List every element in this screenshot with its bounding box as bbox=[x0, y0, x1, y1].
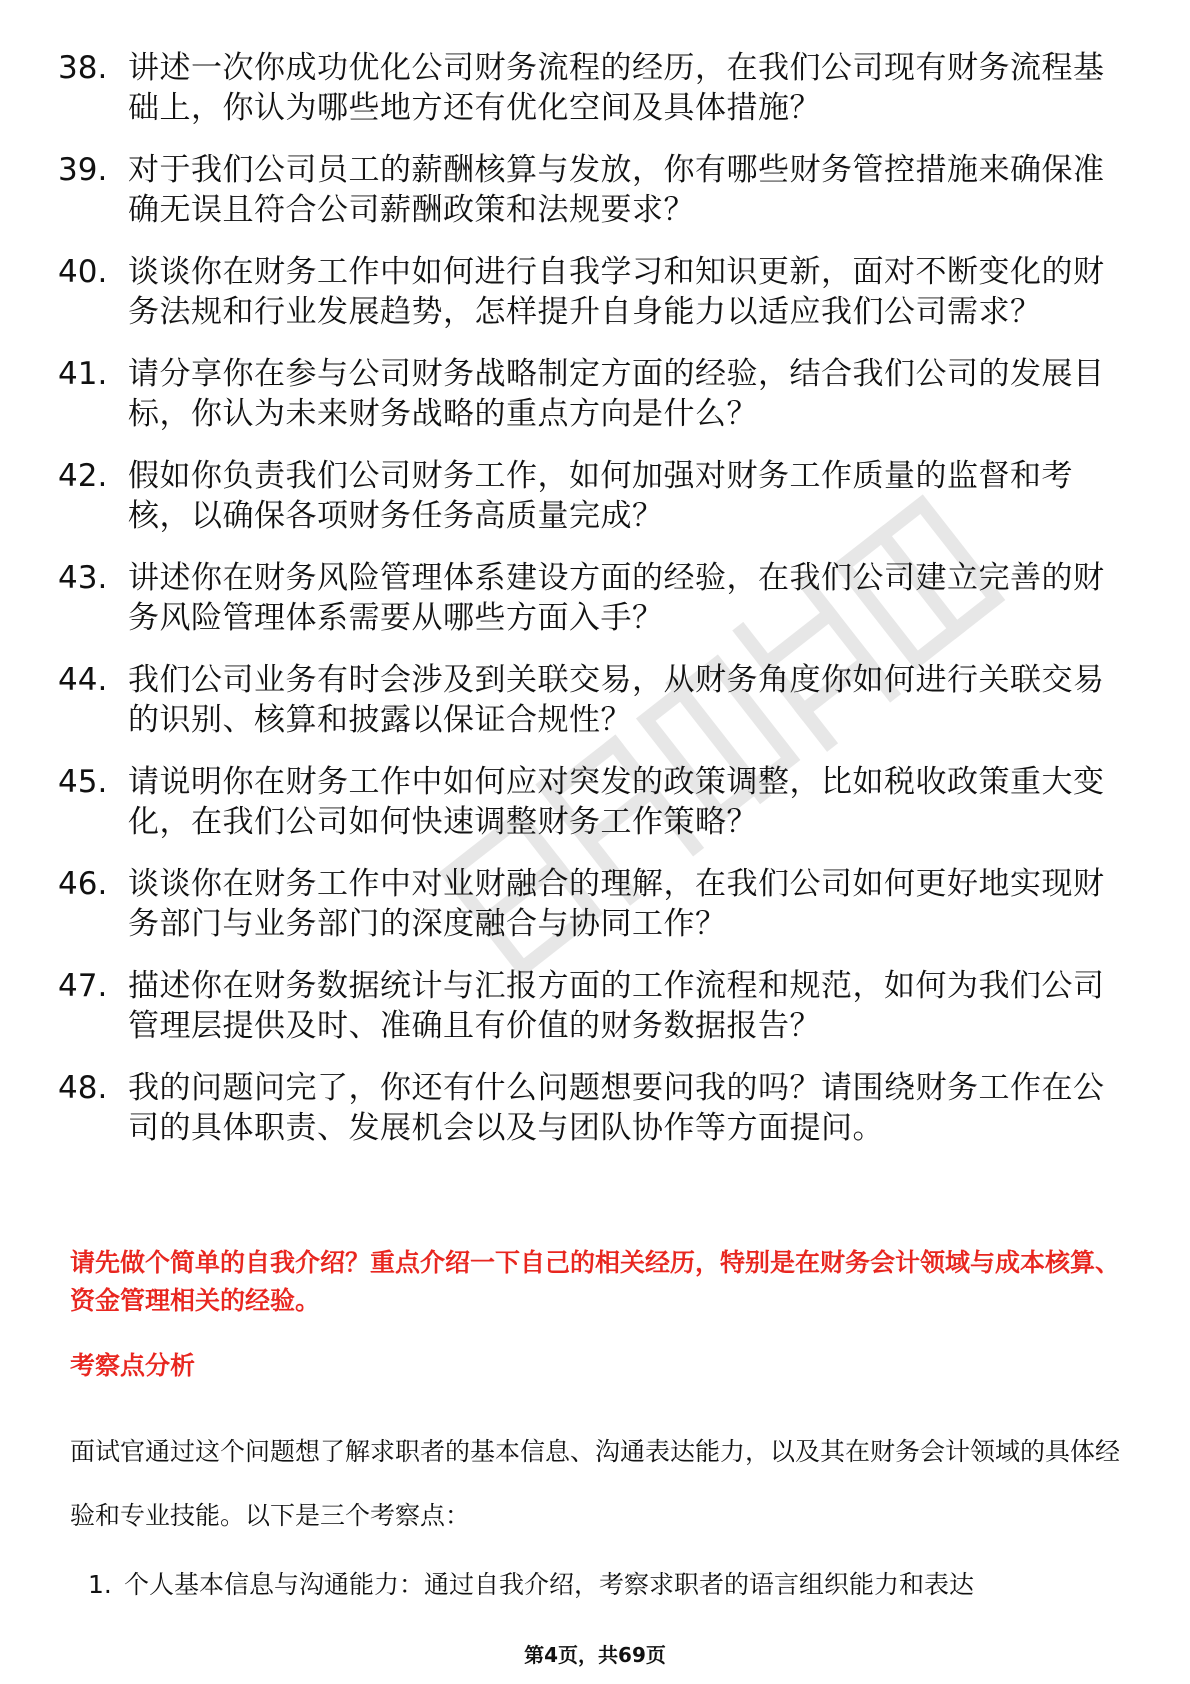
question-item bbox=[58, 864, 1138, 944]
question-item bbox=[58, 1068, 1138, 1148]
question-number: 42. bbox=[58, 458, 108, 494]
question-text: 讲述一次你成功优化公司财务流程的经历，在我们公司现有财务流程基础上，你认为哪些地方还有优化空间及具体措施？ bbox=[128, 50, 1105, 126]
question-number: 47. bbox=[58, 968, 108, 1004]
highlight-question: 请先做个简单的自我介绍？重点介绍一下自己的相关经历，特别是在财务会计领域与成本核算、资金管理相关的经验。 bbox=[70, 1248, 1121, 1315]
question-item bbox=[58, 252, 1138, 332]
question-text: 我的问题问完了，你还有什么问题想要问我的吗？请围绕财务工作在公司的具体职责、发展机会以及与团队协作等方面提问。 bbox=[128, 1070, 1105, 1146]
question-text: 讲述你在财务风险管理体系建设方面的经验，在我们公司建立完善的财务风险管理体系需要从哪些方面入手？ bbox=[128, 560, 1105, 636]
list-item-number: 1. bbox=[88, 1570, 112, 1599]
question-number: 38. bbox=[58, 50, 108, 86]
question-number: 40. bbox=[58, 254, 108, 290]
question-list bbox=[58, 48, 1138, 1170]
question-item bbox=[58, 966, 1138, 1046]
question-item bbox=[58, 558, 1138, 638]
question-text: 我们公司业务有时会涉及到关联交易，从财务角度你如何进行关联交易的识别、核算和披露以保证合规性？ bbox=[128, 662, 1105, 738]
question-item bbox=[58, 762, 1138, 842]
question-number: 48. bbox=[58, 1070, 108, 1106]
question-text: 假如你负责我们公司财务工作，如何加强对财务工作质量的监督和考核，以确保各项财务任务高质量完成？ bbox=[128, 458, 1073, 534]
question-number: 39. bbox=[58, 152, 108, 188]
question-text: 谈谈你在财务工作中如何进行自我学习和知识更新，面对不断变化的财务法规和行业发展趋势，怎样提升自身能力以适应我们公司需求？ bbox=[128, 254, 1105, 330]
question-item bbox=[58, 354, 1138, 434]
list-item-text: 个人基本信息与沟通能力：通过自我介绍，考察求职者的语言组织能力和表达 bbox=[124, 1570, 975, 1599]
question-text: 对于我们公司员工的薪酬核算与发放，你有哪些财务管控措施来确保准确无误且符合公司薪酬政策和法规要求？ bbox=[128, 152, 1105, 228]
question-item bbox=[58, 456, 1138, 536]
question-number: 44. bbox=[58, 662, 108, 698]
page-footer: 第4页，共69页 bbox=[524, 1643, 666, 1667]
question-text: 描述你在财务数据统计与汇报方面的工作流程和规范，如何为我们公司管理层提供及时、准确且有价值的财务数据报告？ bbox=[128, 968, 1105, 1044]
question-text: 请分享你在参与公司财务战略制定方面的经验，结合我们公司的发展目标，你认为未来财务战略的重点方向是什么？ bbox=[128, 356, 1105, 432]
list-item bbox=[88, 1566, 1128, 1604]
question-number: 46. bbox=[58, 866, 108, 902]
question-item bbox=[58, 660, 1138, 740]
question-text: 请说明你在财务工作中如何应对突发的政策调整，比如税收政策重大变化，在我们公司如何快速调整财务工作策略？ bbox=[128, 764, 1105, 840]
question-number: 45. bbox=[58, 764, 108, 800]
analysis-heading: 考察点分析 bbox=[70, 1351, 196, 1380]
analysis-paragraph: 面试官通过这个问题想了解求职者的基本信息、沟通表达能力，以及其在财务会计领域的具体经验和专业技能。以下是三个考察点： bbox=[70, 1437, 1121, 1530]
question-text: 谈谈你在财务工作中对业财融合的理解，在我们公司如何更好地实现财务部门与业务部门的深度融合与协同工作？ bbox=[128, 866, 1105, 942]
question-number: 41. bbox=[58, 356, 108, 392]
question-item bbox=[58, 48, 1138, 128]
question-number: 43. bbox=[58, 560, 108, 596]
question-item bbox=[58, 150, 1138, 230]
